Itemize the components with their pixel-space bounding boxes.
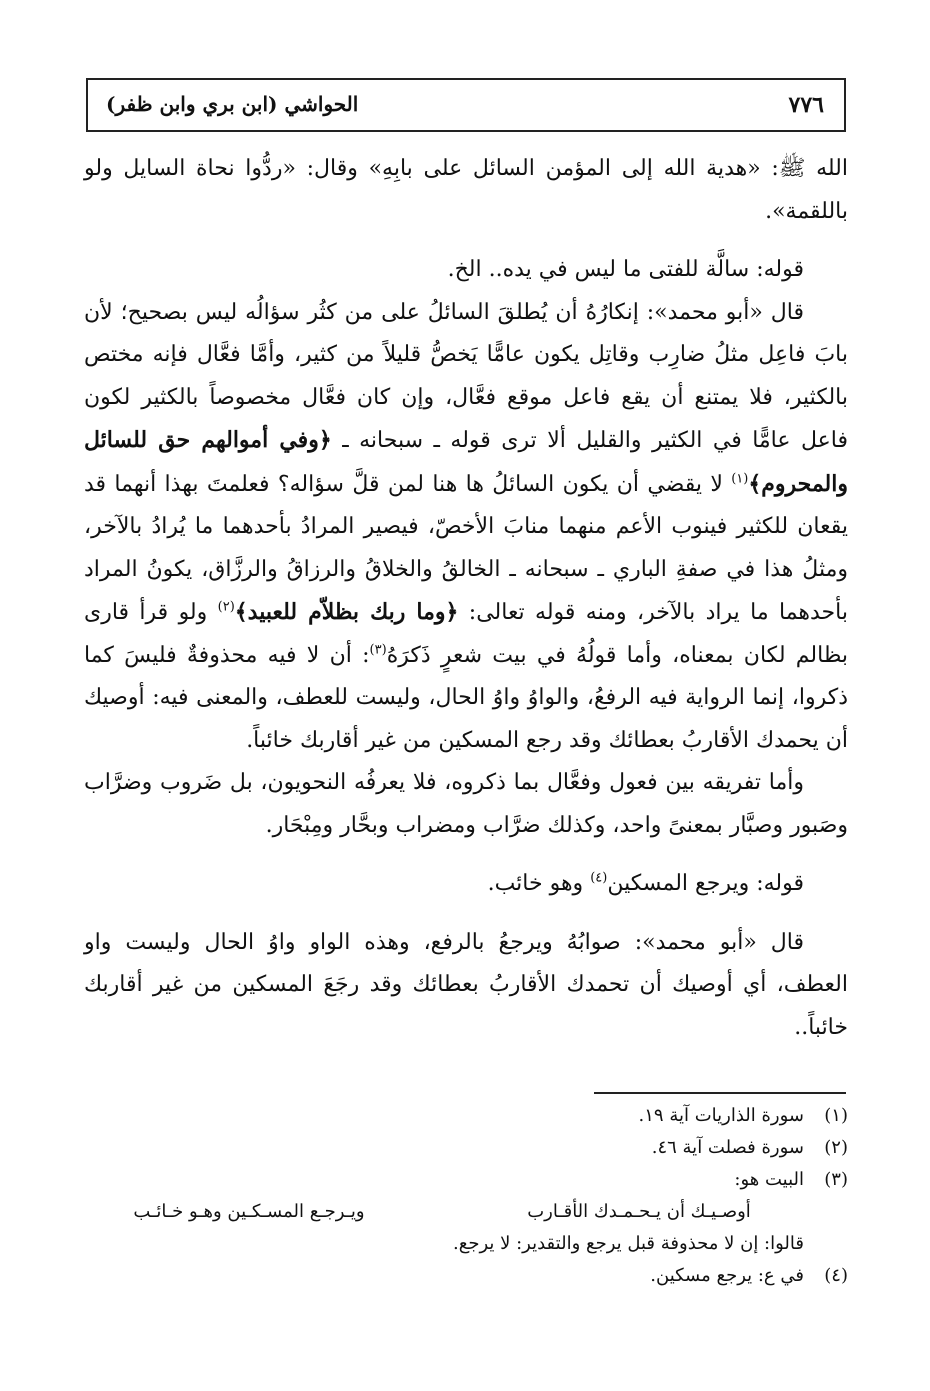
footnote-ref: (١) — [731, 471, 749, 487]
verse-first-half: أوصـيـك أن يـحـمـدك الأقـارب — [527, 1201, 751, 1222]
footnote — [84, 1132, 848, 1164]
quran-verse: ﴿وفي أموالهم حق للسائل والمحروم﴾ — [84, 427, 848, 497]
paragraph: وأما تفريقه بين فعول وفعَّال بما ذكروه، فلا يعرفُه النحويون، بل ضَروب وضرَّاب وصَبور وصبَّار بمعنىً واحد، وكذلك ضرَّاب ومضراب وبحَّار ومِبْحَار. — [84, 770, 848, 838]
footnote-divider — [594, 1092, 846, 1094]
quran-verse: ﴿وما ربك بظلاّم للعبيد﴾ — [234, 599, 459, 625]
footnote — [84, 1100, 848, 1132]
text-run: لا يقضي أن يكون السائلُ ها هنا لمن قلَّ سؤاله؟ فعلمتَ بهذا أنهما قد يقعان للكثير فينوب الأعم منهما منابَ الأخصّ، فيصير المرادُ بأحدهما ما يُرادُ بالآخر، ومثلُ هذا في صفةِ الباري ـ سبحانه ـ الخالقُ والخلاقُ والرزاقُ والرزَّاق، يكونُ المراد بأحدهما ما يراد بالآخر، ومنه قوله تعالى: — [84, 471, 848, 625]
paragraph — [84, 292, 848, 763]
text-run: وهو خائب. — [487, 871, 591, 896]
footnote-number: (٣) — [824, 1169, 848, 1190]
page-header — [86, 78, 846, 132]
footnotes — [84, 1100, 848, 1292]
text-run: : أن لا فيه محذوفةٌ فليسَ كما ذكروا، إنما الرواية فيه الرفعُ، والواوُ واوُ الحال، وليست للعطف، والمعنى فيه: أوصيك أن يحمدك الأقاربُ بعطائك وقد رجع المسكين من غير أقاربك خائباً. — [84, 642, 848, 753]
page-number: ٧٧٦ — [788, 92, 824, 118]
paragraph: قوله: سالَّة للفتى ما ليس في يده.. الخ. — [447, 257, 804, 282]
running-title: الحواشي (ابن بري وابن ظفر) — [106, 92, 359, 116]
footnote-text: في ع: يرجع مسكين. — [650, 1265, 804, 1286]
paragraph: الله ﷺ: «هدية الله إلى المؤمن السائل على بابِهِ» وقال: «ردُّوا نحاة السايل ولو باللقمة». — [84, 156, 848, 224]
paragraph — [84, 863, 848, 906]
footnote — [84, 1260, 848, 1292]
footnote-number: (٤) — [824, 1265, 848, 1286]
main-text — [84, 148, 848, 1049]
footnote-ref: (٣) — [369, 642, 387, 658]
text-run: قال «أبو محمد»: إنكارُهُ أن يُطلقَ السائلُ على من كثُر سؤالُه ليس بصحيح؛ لأن بابَ فاعِل مثلُ ضارِب وقاتِل يكون عامًّا يَخصُّ قليلاً من كثير، وأمَّا فعَّال فإنه مختص بالكثير، فلا يمتنع أن يقع فاعل موقع فعَّال، وإن كان فعَّال مخصوصاً بالكثير لكون فاعل عامًّا في الكثير والقليل ألا ترى قوله ـ سبحانه ـ — [84, 299, 848, 453]
footnote-text: البيت هو: — [734, 1169, 804, 1190]
footnote-ref: (٤) — [590, 870, 608, 886]
footnote-ref: (٢) — [217, 599, 235, 615]
verse-second-half: ويـرجـع المسـكـين وهـو خـائـب — [133, 1201, 365, 1222]
text-run: ولو قرأ قارى بظالم لكان بمعناه، وأما قولُهُ في بيت شعرٍ ذَكرَهُ — [84, 600, 848, 668]
poem-verse — [84, 1196, 848, 1228]
footnote-number: (٢) — [824, 1137, 848, 1158]
footnote — [84, 1164, 848, 1196]
footnote-number: (١) — [824, 1105, 848, 1126]
footnote-text: سورة الذاريات آية ١٩. — [638, 1105, 804, 1126]
footnote-text: سورة فصلت آية ٤٦. — [651, 1137, 804, 1158]
paragraph: قال «أبو محمد»: صوابُهُ ويرجعُ بالرفع، وهذه الواو واوُ الحال وليست واو العطف، أي أوصيك أن تحمدك الأقاربُ بعطائك وقد رجَعَ المسكين من غير أقاربك خائباً.. — [84, 929, 848, 1040]
text-run: قوله: ويرجع المسكين — [607, 871, 804, 896]
footnote-note: قالوا: إن لا محذوفة قبل يرجع والتقدير: لا يرجع. — [453, 1233, 804, 1254]
